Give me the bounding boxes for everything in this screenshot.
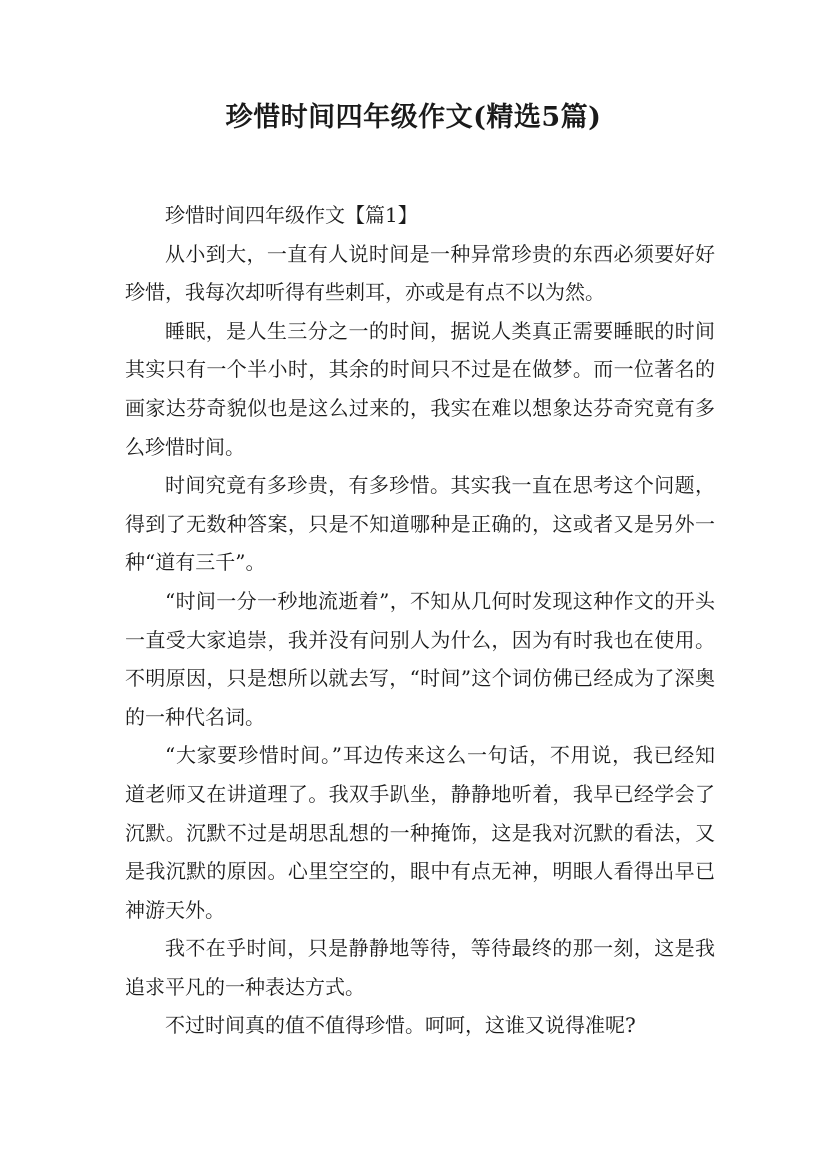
paragraph-5: “大家要珍惜时间。”耳边传来这么一句话，不用说，我已经知道老师又在讲道理了。我双手趴坐，静静地听着，我早已经学会了沉默。沉默不过是胡思乱想的一种掩饰，这是我对沉默的看法，又是我沉默的原因。心里空空的，眼中有点无神，明眼人看得出早已神游天外。 — [125, 743, 715, 922]
document-body — [125, 196, 715, 1045]
paragraph-3: 时间究竟有多珍贵，有多珍惜。其实我一直在思考这个问题，得到了无数种答案，只是不知道哪种是正确的，这或者又是另外一种“道有三千”。 — [125, 473, 715, 575]
paragraph-4: “时间一分一秒地流逝着”，不知从几何时发现这种作文的开头一直受大家追崇，我并没有问别人为什么，因为有时我也在使用。不明原因，只是想所以就去写，“时间”这个词仿佛已经成为了深奥的一种代名词。 — [125, 588, 715, 729]
paragraph-7: 不过时间真的值不值得珍惜。呵呵，这谁又说得准呢? — [165, 1013, 636, 1038]
paragraph-2: 睡眠，是人生三分之一的时间，据说人类真正需要睡眠的时间其实只有一个半小时，其余的时间只不过是在做梦。而一位著名的画家达芬奇貌似也是这么过来的，我实在难以想象达芬奇究竟有多么珍惜时间。 — [125, 318, 715, 459]
section-heading: 珍惜时间四年级作文【篇1】 — [165, 203, 418, 227]
paragraph-6: 我不在乎时间，只是静静地等待，等待最终的那一刻，这是我追求平凡的一种表达方式。 — [125, 936, 715, 999]
document-title: 珍惜时间四年级作文(精选5篇) — [225, 102, 602, 133]
paragraph-1: 从小到大，一直有人说时间是一种异常珍贵的东西必须要好好珍惜，我每次却听得有些刺耳，亦或是有点不以为然。 — [125, 241, 715, 305]
